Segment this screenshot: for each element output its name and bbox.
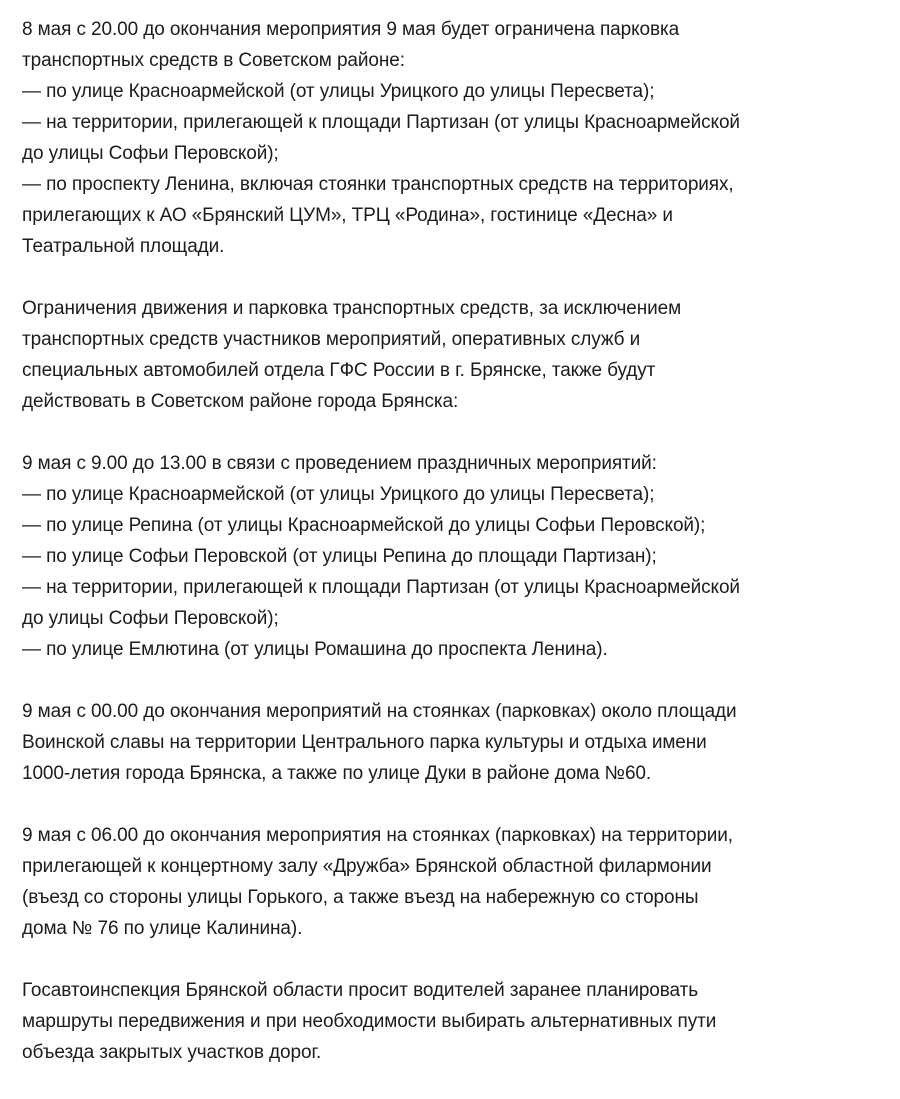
paragraph-traffic-police-request	[22, 975, 892, 1068]
text-line: Ограничения движения и парковка транспортных средств, за исключением	[22, 298, 682, 319]
text-line: дома № 76 по улице Калинина).	[22, 918, 303, 939]
text-line: прилегающих к АО «Брянский ЦУМ», ТРЦ «Родина», гостинице «Десна» и	[22, 205, 673, 226]
paragraph-may-9-morning	[22, 448, 892, 665]
list-item: — по улице Софьи Перовской (от улицы Репина до площади Партизан);	[22, 546, 657, 567]
text-line: транспортных средств в Советском районе:	[22, 50, 405, 71]
text-line: Воинской славы на территории Центрального парка культуры и отдыха имени	[22, 732, 707, 753]
text-line: Театральной площади.	[22, 236, 225, 257]
paragraph-may-9-midnight	[22, 696, 892, 789]
text-line: (въезд со стороны улицы Горького, а также въезд на набережную со стороны	[22, 887, 699, 908]
text-line: 1000-летия города Брянска, а также по улице Дуки в районе дома №60.	[22, 763, 652, 784]
list-item: — по проспекту Ленина, включая стоянки транспортных средств на территориях,	[22, 174, 734, 195]
text-line: 9 мая с 00.00 до окончания мероприятий на стоянках (парковках) около площади	[22, 701, 737, 722]
list-item: — на территории, прилегающей к площади Партизан (от улицы Красноармейской	[22, 112, 740, 133]
paragraph-may-9-six-am	[22, 820, 892, 944]
text-line: 9 мая с 9.00 до 13.00 в связи с проведением праздничных мероприятий:	[22, 453, 657, 474]
list-item: — по улице Репина (от улицы Красноармейской до улицы Софьи Перовской);	[22, 515, 706, 536]
list-item: — на территории, прилегающей к площади Партизан (от улицы Красноармейской	[22, 577, 740, 598]
text-line: специальных автомобилей отдела ГФС России в г. Брянске, также будут	[22, 360, 656, 381]
text-line: действовать в Советском районе города Брянска:	[22, 391, 459, 412]
text-line: 9 мая с 06.00 до окончания мероприятия на стоянках (парковках) на территории,	[22, 825, 733, 846]
text-line: прилегающей к концертному залу «Дружба» Брянской областной филармонии	[22, 856, 712, 877]
text-line: до улицы Софьи Перовской);	[22, 608, 279, 629]
text-line: транспортных средств участников мероприятий, оперативных служб и	[22, 329, 641, 350]
paragraph-parking-may-8	[22, 14, 892, 262]
list-item: — по улице Емлютина (от улицы Ромашина до проспекта Ленина).	[22, 639, 608, 660]
list-item: — по улице Красноармейской (от улицы Урицкого до улицы Пересвета);	[22, 484, 655, 505]
paragraph-restrictions-intro	[22, 293, 892, 417]
text-line: объезда закрытых участков дорог.	[22, 1042, 322, 1063]
text-line: маршруты передвижения и при необходимости выбирать альтернативных пути	[22, 1011, 717, 1032]
text-line: Госавтоинспекция Брянской области просит водителей заранее планировать	[22, 980, 698, 1001]
text-line: 8 мая с 20.00 до окончания мероприятия 9 мая будет ограничена парковка	[22, 19, 680, 40]
document-body	[22, 14, 892, 1099]
list-item: — по улице Красноармейской (от улицы Урицкого до улицы Пересвета);	[22, 81, 655, 102]
text-line: до улицы Софьи Перовской);	[22, 143, 279, 164]
